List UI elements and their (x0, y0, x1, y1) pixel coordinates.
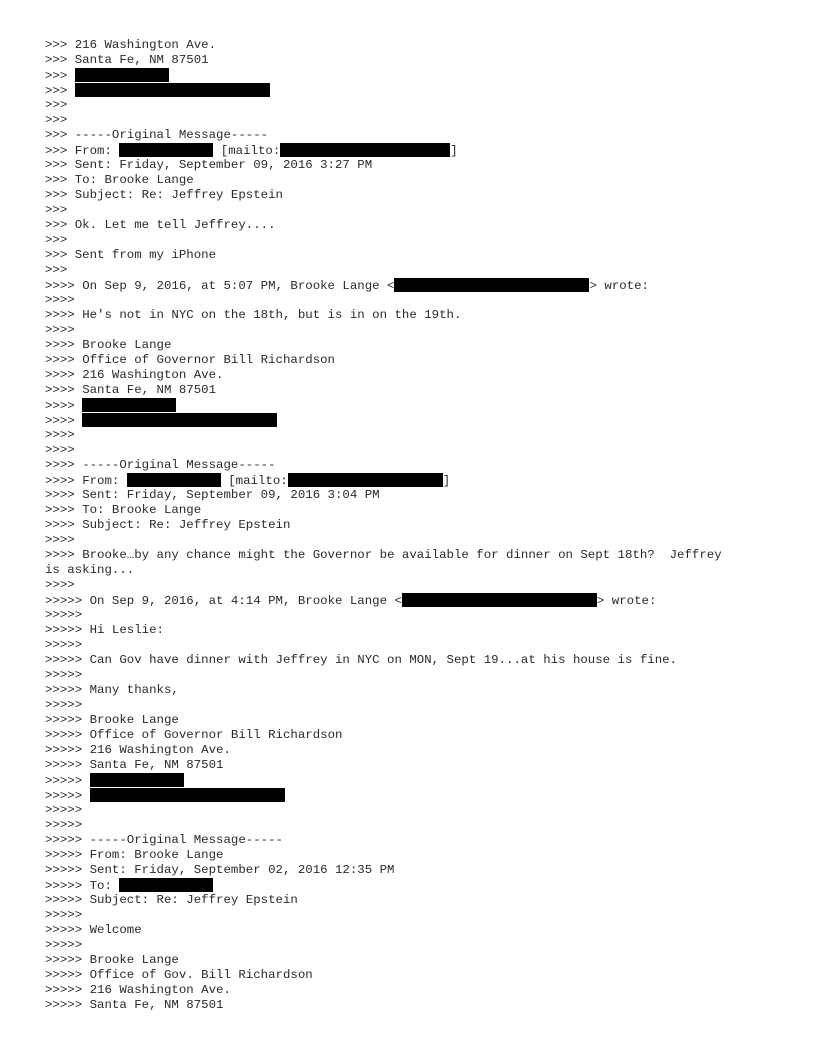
quote-marker: >>>>> (45, 968, 90, 982)
quote-marker: >>>> (45, 488, 83, 502)
quote-marker: >>>> (45, 338, 83, 352)
email-line (45, 863, 785, 878)
email-line (45, 233, 785, 248)
quote-marker: >>>>> (45, 803, 83, 817)
email-text: [mailto: (213, 144, 281, 158)
email-text: Santa Fe, NM 87501 (82, 383, 217, 397)
email-line (45, 173, 785, 188)
quote-marker: >>>>> (45, 983, 90, 997)
email-text: [mailto: (220, 474, 288, 488)
email-line (45, 188, 785, 203)
email-text: Office of Gov. Bill Richardson (89, 968, 313, 982)
redaction-bar (82, 413, 277, 427)
email-line (45, 848, 785, 863)
email-line (45, 458, 785, 473)
redaction-bar (90, 788, 285, 802)
email-text: To: Brooke Lange (74, 173, 194, 187)
email-line (45, 548, 785, 563)
email-line (45, 623, 785, 638)
email-text: Hi Leslie: (89, 623, 164, 637)
quote-marker: >>>>> (45, 893, 90, 907)
email-line (45, 323, 785, 338)
email-line (45, 503, 785, 518)
quote-marker: >>>> (45, 458, 83, 472)
email-line (45, 203, 785, 218)
email-line (45, 263, 785, 278)
email-text: Office of Governor Bill Richardson (82, 353, 335, 367)
email-text: On Sep 9, 2016, at 4:14 PM, Brooke Lange < (89, 594, 402, 608)
email-text: Sent: Friday, September 09, 2016 3:04 PM (82, 488, 380, 502)
email-line (45, 803, 785, 818)
email-text: Subject: Re: Jeffrey Epstein (74, 188, 283, 202)
quote-marker: >>> (45, 188, 75, 202)
email-text: Office of Governor Bill Richardson (89, 728, 343, 742)
quote-marker: >>>>> (45, 713, 90, 727)
email-line (45, 653, 785, 668)
email-line (45, 743, 785, 758)
quote-marker: >>>> (45, 443, 75, 457)
quote-marker: >>>> (45, 533, 75, 547)
email-line (45, 278, 785, 293)
quote-marker: >>> (45, 233, 68, 247)
email-text: Many thanks, (89, 683, 179, 697)
email-line (45, 608, 785, 623)
email-line (45, 383, 785, 398)
email-line (45, 533, 785, 548)
quote-marker: >>>>> (45, 698, 83, 712)
redaction-bar (127, 473, 221, 487)
email-line (45, 353, 785, 368)
quote-marker: >>>>> (45, 848, 90, 862)
quote-marker: >>>> (45, 323, 75, 337)
email-line (45, 578, 785, 593)
quote-marker: >>>> (45, 308, 83, 322)
email-text: Santa Fe, NM 87501 (89, 758, 224, 772)
email-text: 216 Washington Ave. (74, 38, 217, 52)
email-text: Brooke Lange (89, 713, 179, 727)
email-text: Ok. Let me tell Jeffrey.... (74, 218, 276, 232)
redaction-bar (75, 83, 270, 97)
redaction-bar (75, 68, 169, 82)
quote-marker: >>>>> (45, 998, 90, 1012)
quote-marker: >>> (45, 144, 75, 158)
email-line (45, 998, 785, 1013)
redaction-bar (402, 593, 597, 607)
email-line (45, 773, 785, 788)
redaction-bar (288, 473, 443, 487)
quote-marker: >>> (45, 38, 75, 52)
quote-marker: >>>> (45, 414, 83, 428)
quote-marker: >>>>> (45, 833, 90, 847)
quote-marker: >>>>> (45, 668, 83, 682)
email-text: > wrote: (589, 279, 649, 293)
quote-marker: >>>> (45, 399, 83, 413)
email-text: 216 Washington Ave. (89, 743, 231, 757)
quote-marker: >>> (45, 84, 75, 98)
quote-marker: >>>> (45, 548, 83, 562)
email-line (45, 473, 785, 488)
email-line (45, 968, 785, 983)
email-line (45, 713, 785, 728)
email-line (45, 218, 785, 233)
quote-marker: >>>>> (45, 908, 83, 922)
quote-marker: >>>>> (45, 789, 90, 803)
quote-marker: >>>>> (45, 623, 90, 637)
redaction-bar (82, 398, 176, 412)
email-line (45, 518, 785, 533)
quote-marker: >>>>> (45, 953, 90, 967)
quote-marker: >>> (45, 263, 68, 277)
email-text: is asking... (45, 563, 135, 577)
email-line (45, 128, 785, 143)
email-text: He's not in NYC on the 18th, but is in on the 19th. (82, 308, 462, 322)
quote-marker: >>>>> (45, 653, 90, 667)
email-text: On Sep 9, 2016, at 5:07 PM, Brooke Lange < (82, 279, 395, 293)
email-text: From: (82, 474, 127, 488)
email-line (45, 698, 785, 713)
quote-marker: >>>>> (45, 638, 83, 652)
email-line (45, 818, 785, 833)
email-text: 216 Washington Ave. (89, 983, 231, 997)
quote-marker: >>> (45, 203, 68, 217)
email-line (45, 893, 785, 908)
email-text: Sent from my iPhone (74, 248, 217, 262)
email-text: Brooke Lange (82, 338, 172, 352)
quote-marker: >>> (45, 53, 75, 67)
quote-marker: >>>>> (45, 594, 90, 608)
email-line (45, 833, 785, 848)
redaction-bar (119, 143, 213, 157)
quote-marker: >>>> (45, 428, 75, 442)
email-text: Brooke Lange (89, 953, 179, 967)
email-line (45, 68, 785, 83)
email-text: Santa Fe, NM 87501 (89, 998, 224, 1012)
quote-marker: >>> (45, 173, 75, 187)
email-text: -----Original Message----- (89, 833, 283, 847)
email-thread-body (45, 38, 785, 1013)
email-line (45, 908, 785, 923)
email-line (45, 638, 785, 653)
redaction-bar (90, 773, 184, 787)
email-line (45, 83, 785, 98)
email-line (45, 983, 785, 998)
quote-marker: >>>>> (45, 923, 90, 937)
quote-marker: >>>> (45, 279, 83, 293)
email-line (45, 338, 785, 353)
email-text: Can Gov have dinner with Jeffrey in NYC on MON, Sept 19...at his house is fine. (89, 653, 678, 667)
quote-marker: >>>> (45, 383, 83, 397)
email-line (45, 668, 785, 683)
email-text: From: Brooke Lange (89, 848, 224, 862)
email-line (45, 728, 785, 743)
email-line (45, 248, 785, 263)
email-line (45, 488, 785, 503)
quote-marker: >>>>> (45, 938, 83, 952)
email-line (45, 443, 785, 458)
email-text: Subject: Re: Jeffrey Epstein (82, 518, 291, 532)
quote-marker: >>>>> (45, 743, 90, 757)
quote-marker: >>> (45, 218, 75, 232)
quote-marker: >>> (45, 128, 75, 142)
quote-marker: >>>>> (45, 728, 90, 742)
quote-marker: >>>> (45, 518, 83, 532)
email-text: From: (74, 144, 120, 158)
redaction-bar (394, 278, 589, 292)
email-text: Sent: Friday, September 09, 2016 3:27 PM (74, 158, 373, 172)
email-line (45, 953, 785, 968)
email-text: Santa Fe, NM 87501 (74, 53, 209, 67)
email-line (45, 398, 785, 413)
email-text: Sent: Friday, September 02, 2016 12:35 PM (89, 863, 395, 877)
quote-marker: >>>> (45, 353, 83, 367)
email-text: Brooke…by any chance might the Governor be available for dinner on Sept 18th? Jeffrey (82, 548, 722, 562)
quote-marker: >>>>> (45, 608, 83, 622)
email-text: To: Brooke Lange (82, 503, 202, 517)
email-line (45, 53, 785, 68)
email-text: Subject: Re: Jeffrey Epstein (89, 893, 298, 907)
quote-marker: >>>> (45, 368, 83, 382)
email-text: 216 Washington Ave. (82, 368, 224, 382)
email-text: -----Original Message----- (74, 128, 269, 142)
email-line (45, 563, 785, 578)
quote-marker: >>> (45, 158, 75, 172)
email-line (45, 758, 785, 773)
quote-marker: >>>>> (45, 818, 83, 832)
quote-marker: >>> (45, 69, 75, 83)
email-text: ] (450, 144, 458, 158)
email-text: -----Original Message----- (82, 458, 276, 472)
email-line (45, 308, 785, 323)
quote-marker: >>>> (45, 474, 83, 488)
email-text: Welcome (89, 923, 142, 937)
email-line (45, 143, 785, 158)
quote-marker: >>> (45, 248, 75, 262)
email-line (45, 98, 785, 113)
email-text: ] (442, 474, 451, 488)
quote-marker: >>>>> (45, 758, 90, 772)
email-text: To: (89, 879, 120, 893)
email-line (45, 938, 785, 953)
quote-marker: >>>>> (45, 774, 90, 788)
quote-marker: >>>> (45, 293, 75, 307)
quote-marker: >>>>> (45, 863, 90, 877)
email-line (45, 878, 785, 893)
email-line (45, 593, 785, 608)
email-line (45, 923, 785, 938)
email-text: > wrote: (596, 594, 657, 608)
quote-marker: >>> (45, 98, 68, 112)
redaction-bar (280, 143, 450, 157)
quote-marker: >>>> (45, 503, 83, 517)
quote-marker: >>>> (45, 578, 75, 592)
email-line (45, 788, 785, 803)
email-line (45, 113, 785, 128)
email-line (45, 368, 785, 383)
redaction-bar (119, 878, 213, 892)
email-line (45, 158, 785, 173)
email-line (45, 413, 785, 428)
quote-marker: >>> (45, 113, 68, 127)
email-line (45, 293, 785, 308)
quote-marker: >>>>> (45, 683, 90, 697)
quote-marker: >>>>> (45, 879, 90, 893)
email-line (45, 428, 785, 443)
email-line (45, 38, 785, 53)
email-line (45, 683, 785, 698)
